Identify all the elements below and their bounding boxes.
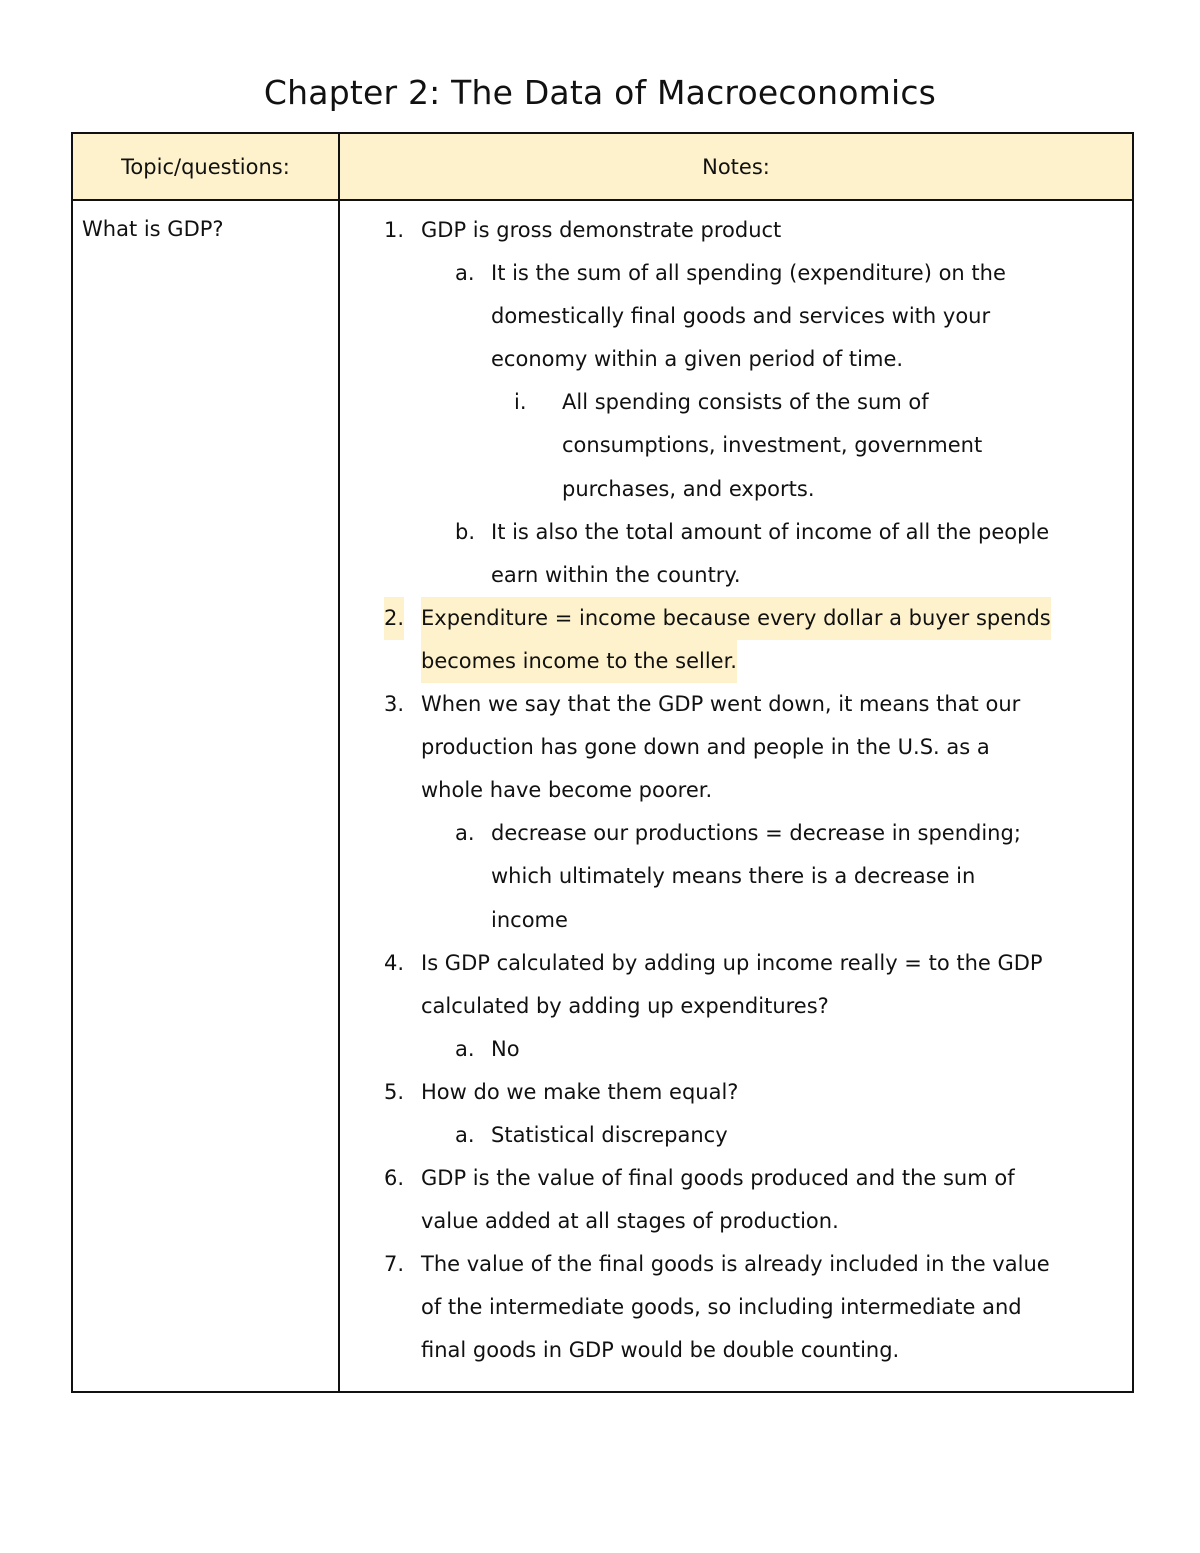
note-line bbox=[340, 640, 1120, 683]
note-line bbox=[340, 683, 1120, 726]
list-marker: 1. bbox=[384, 218, 405, 242]
highlighted-note-text: Expenditure = income because every dollar a buyer spends bbox=[421, 597, 1051, 640]
note-text: All spending consists of the sum of bbox=[562, 390, 929, 415]
list-marker: 6. bbox=[384, 1166, 405, 1191]
note-text: Is GDP calculated by adding up income really = to the GDP bbox=[421, 950, 1043, 975]
topic-column-header: Topic/questions: bbox=[72, 133, 339, 200]
note-text: purchases, and exports. bbox=[562, 476, 815, 501]
note-line bbox=[340, 1200, 1120, 1243]
note-text: income bbox=[491, 907, 568, 932]
note-line bbox=[340, 1028, 1120, 1071]
note-line bbox=[340, 295, 1120, 338]
note-line bbox=[340, 338, 1120, 381]
list-marker: 5. bbox=[384, 1079, 405, 1104]
table-row bbox=[72, 200, 1133, 1392]
note-text: earn within the country. bbox=[491, 562, 741, 587]
note-line bbox=[340, 209, 1120, 252]
note-text: How do we make them equal? bbox=[421, 1079, 739, 1104]
notes-list bbox=[340, 209, 1120, 1373]
note-text: Statistical discrepancy bbox=[491, 1122, 728, 1147]
note-line bbox=[340, 769, 1120, 812]
highlighted-note-text: becomes income to the seller. bbox=[421, 640, 737, 683]
note-text: It is the sum of all spending (expenditure) on the bbox=[491, 261, 1006, 286]
note-line bbox=[340, 1114, 1120, 1157]
note-text: production has gone down and people in the U.S. as a bbox=[421, 735, 990, 760]
note-line bbox=[340, 424, 1120, 467]
note-text: It is also the total amount of income of all the people bbox=[491, 519, 1050, 544]
note-line bbox=[340, 1243, 1120, 1286]
note-line bbox=[340, 1329, 1120, 1372]
page-title: Chapter 2: The Data of Macroeconomics bbox=[263, 73, 937, 112]
note-line bbox=[340, 1071, 1120, 1114]
note-text: final goods in GDP would be double counting. bbox=[421, 1338, 900, 1363]
list-marker: a. bbox=[455, 821, 475, 846]
notes-table bbox=[71, 132, 1134, 1393]
topic-cell: What is GDP? bbox=[72, 200, 339, 1392]
note-text: of the intermediate goods, so including intermediate and bbox=[421, 1295, 1022, 1320]
note-line bbox=[340, 726, 1120, 769]
list-marker: a. bbox=[455, 261, 475, 286]
note-line bbox=[340, 855, 1120, 898]
note-text: The value of the final goods is already included in the value bbox=[421, 1252, 1050, 1277]
list-marker: 4. bbox=[384, 950, 405, 975]
list-marker: i. bbox=[514, 390, 527, 415]
note-line bbox=[340, 511, 1120, 554]
note-text: GDP is gross demonstrate product bbox=[421, 218, 782, 242]
note-text: whole have become poorer. bbox=[421, 778, 713, 803]
note-text: GDP is the value of final goods produced and the sum of bbox=[421, 1166, 1015, 1191]
table-header-row bbox=[72, 133, 1133, 200]
note-line bbox=[340, 1157, 1120, 1200]
list-marker: a. bbox=[455, 1036, 475, 1061]
note-text: consumptions, investment, government bbox=[562, 433, 983, 458]
note-text: decrease our productions = decrease in spending; bbox=[491, 821, 1021, 846]
list-marker: 2. bbox=[384, 597, 404, 640]
note-line bbox=[340, 468, 1120, 511]
notes-column-header: Notes: bbox=[339, 133, 1133, 200]
note-line bbox=[340, 812, 1120, 855]
note-text: calculated by adding up expenditures? bbox=[421, 993, 829, 1018]
note-text: economy within a given period of time. bbox=[491, 347, 904, 372]
note-text: which ultimately means there is a decrease in bbox=[491, 864, 976, 889]
note-line bbox=[340, 899, 1120, 942]
note-line bbox=[340, 985, 1120, 1028]
list-marker: b. bbox=[455, 519, 476, 544]
note-line bbox=[340, 1286, 1120, 1329]
note-text: When we say that the GDP went down, it means that our bbox=[421, 692, 1021, 717]
note-text: No bbox=[491, 1036, 520, 1061]
list-marker: 3. bbox=[384, 692, 405, 717]
list-marker: a. bbox=[455, 1122, 475, 1147]
note-text: value added at all stages of production. bbox=[421, 1209, 839, 1234]
note-line bbox=[340, 942, 1120, 985]
note-line bbox=[340, 554, 1120, 597]
list-marker: 7. bbox=[384, 1252, 405, 1277]
note-line bbox=[340, 381, 1120, 424]
note-line bbox=[340, 597, 1120, 640]
notes-cell bbox=[339, 200, 1133, 1392]
note-text: domestically final goods and services with your bbox=[491, 304, 991, 329]
note-line bbox=[340, 252, 1120, 295]
